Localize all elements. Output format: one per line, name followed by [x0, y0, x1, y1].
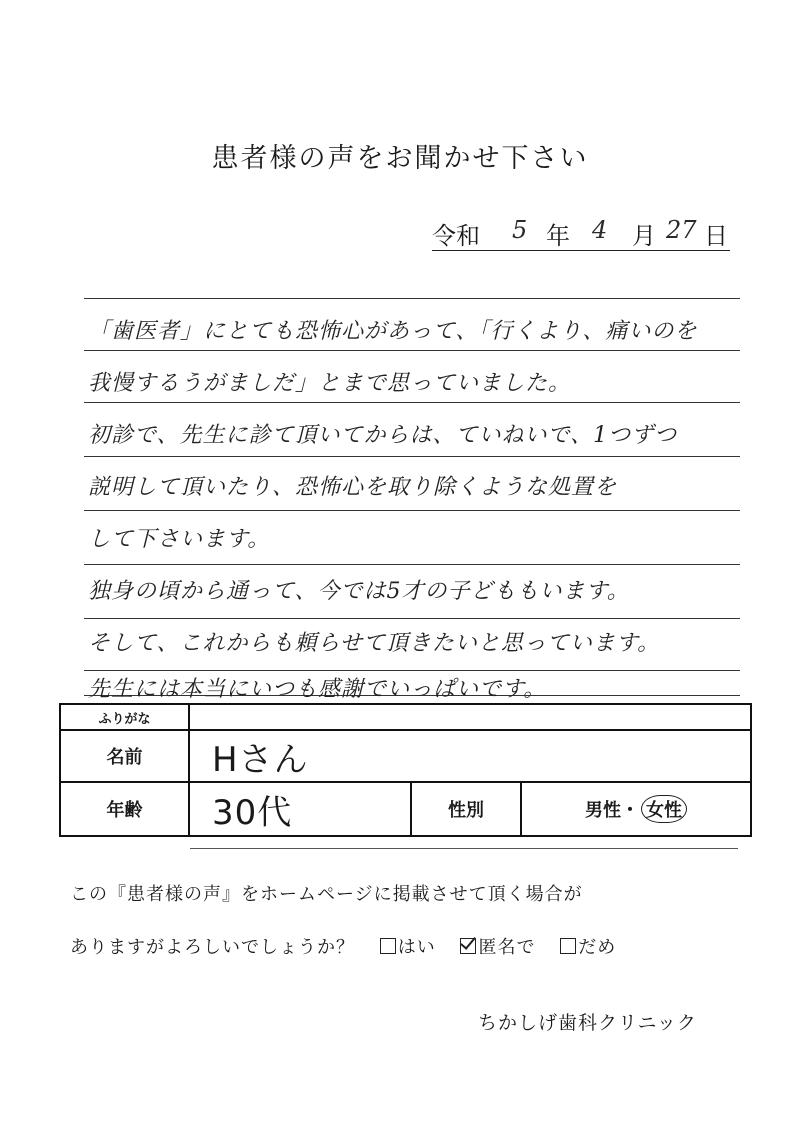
checkbox-no[interactable] [560, 938, 576, 954]
gender-field[interactable] [521, 782, 751, 836]
form-title: 患者様の声をお聞かせ下さい [211, 143, 589, 174]
comment-line-8: 先生には本当にいつも感謝でいっぱいです。 [88, 677, 547, 702]
gender-male-option[interactable]: 男性 [585, 800, 622, 821]
date-year: 5 [512, 216, 528, 244]
ruled-line [84, 564, 740, 565]
consent-question-line-1: この『患者様の声』をホームページに掲載させて頂く場合が [70, 884, 583, 905]
comment-line-2: 我慢するうがましだ」とまで思っていました。 [88, 371, 572, 396]
ruled-line [84, 670, 740, 671]
option-anonymous[interactable] [460, 933, 535, 959]
ruled-line [84, 510, 740, 511]
option-yes-label: はい [397, 937, 436, 958]
ruled-line [84, 298, 740, 299]
age-field[interactable]: 30代 [189, 782, 411, 836]
date-month-unit: 月 [632, 222, 656, 250]
divider-line [190, 848, 738, 849]
date-month: 4 [592, 216, 608, 244]
date-day: 27 [666, 216, 697, 244]
consent-question-line-2 [70, 933, 770, 959]
comment-line-1: 「歯医者」にとても恐怖心があって、「行くより、痛いのを [88, 319, 698, 344]
comment-line-5: して下さいます。 [88, 527, 271, 552]
checkbox-yes[interactable] [380, 938, 396, 954]
option-no[interactable] [560, 933, 616, 959]
patient-info-table [59, 703, 752, 837]
age-label: 年齢 [60, 782, 189, 836]
gender-separator: ・ [621, 800, 640, 821]
ruled-line [84, 350, 740, 351]
comment-line-4: 説明して頂いたり、恐怖心を取り除くような処置を [88, 475, 618, 500]
name-label: 名前 [60, 730, 189, 782]
date-era: 令和 [432, 222, 480, 250]
ruled-line [84, 618, 740, 619]
comment-line-7: そして、これからも頼らせて頂きたいと思っています。 [88, 631, 661, 656]
clinic-name: ちかしげ歯科クリニック [478, 1012, 697, 1034]
ruled-line [84, 456, 740, 457]
ruled-line [84, 402, 740, 403]
furigana-label: ふりがな [60, 704, 189, 730]
option-anonymous-label: 匿名で [478, 937, 536, 958]
consent-question-text: ありますがよろしいでしょうか？ [70, 937, 355, 958]
comment-line-6: 独身の頃から通って、今では5才の子どももいます。 [88, 579, 630, 604]
date-day-unit: 日 [704, 222, 728, 250]
option-no-label: だめ [578, 937, 617, 958]
furigana-field[interactable] [189, 704, 751, 730]
option-yes[interactable] [380, 933, 436, 959]
name-field[interactable]: Hさん [189, 730, 751, 782]
date-year-unit: 年 [546, 222, 570, 250]
gender-label: 性別 [411, 782, 521, 836]
date-field [432, 214, 730, 251]
gender-female-option-circled[interactable]: 女性 [641, 795, 687, 823]
comment-line-3: 初診で、先生に診て頂いてからは、ていねいで、1つずつ [88, 423, 678, 448]
checkbox-anonymous-checked[interactable] [460, 938, 476, 954]
